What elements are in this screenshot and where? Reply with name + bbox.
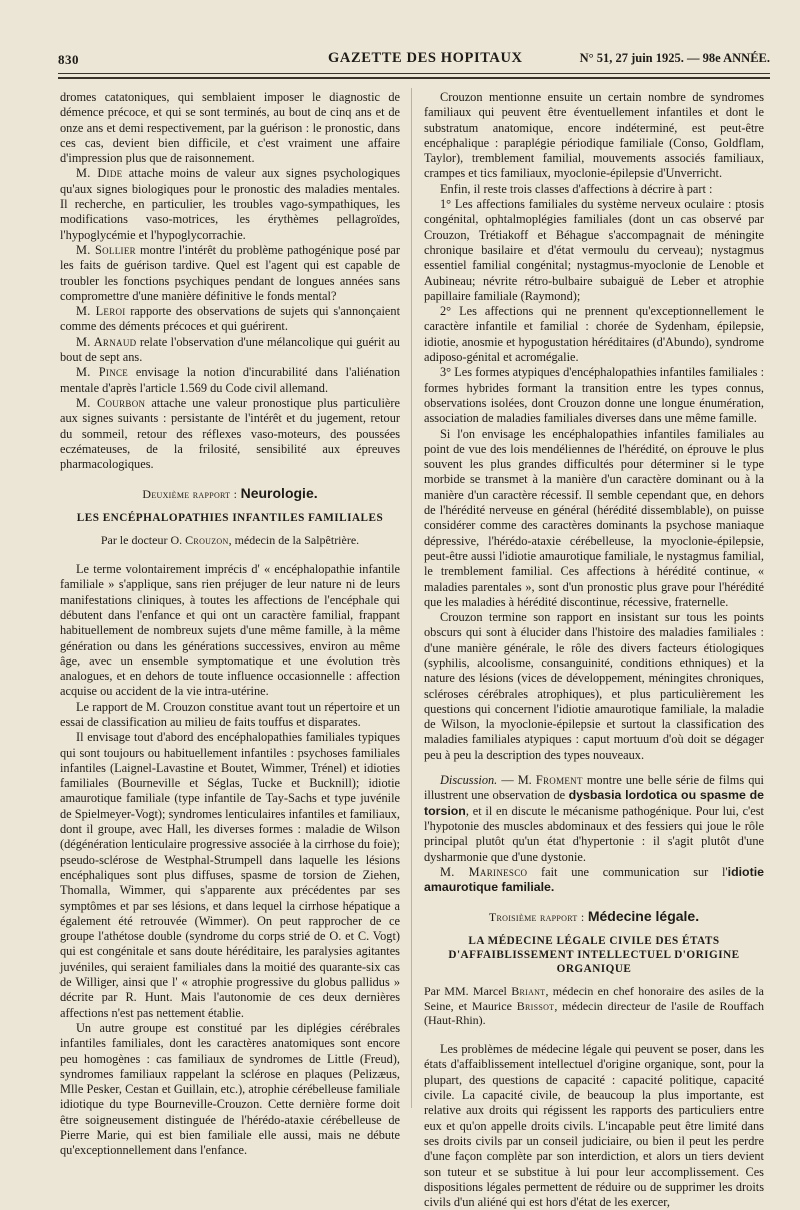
report-author — [424, 984, 764, 1028]
paragraph-text: relate l'observation d'une mélancolique qui guérit au bout de sept ans. — [60, 334, 400, 365]
paragraph-text: envisage la notion d'incurabilité dans l'aliénation mentale d'après l'article 1.569 du Code civil allemand. — [60, 365, 400, 395]
paragraph-text: fait une communication sur l' — [527, 864, 728, 879]
paragraph: Le terme volontairement imprécis d' « encéphalopathie infantile familiale » s'applique, sans rien préjuger de leur nature ni de leurs manifestations cliniques, à toutes les affections de l'encéphale qui débutent dans l'enfance et qui ont un caractère familial, frappant habituellement de nombreux sujets d'une même famille, à la même génération ou dans les générations successives, environ au même âge, avec un ensemble symptomatique et une évolution très analogues, et en dehors de toute influence occasionnelle : affection acquise ou accident de la vie intra-utérine. — [60, 562, 400, 699]
paragraph: Un autre groupe est constitué par les diplégies cérébrales infantiles familiales, dont les caractères anatomiques sont encore peu homogènes : cas familiaux de syndromes de Little (Freud), syndromes familiaux rappelant la sclérose en plaques (Pelizæus, Mlle Pesker, Cestan et Guillain, etc.), atrophie cérébelleuse familiale idiotique du type Bourneville-Crouzon. Cette dernière forme doit être soigneusement distinguée de l'hérédo-ataxie cérébelleuse de Pierre Marie, qui est bien familiale elle aussi, mais ne débute qu'exceptionnellement dans l'enfance. — [60, 1020, 400, 1158]
paragraph-text: montre l'intérêt du problème pathogénique posé par les faits de guérison tardive. Quel est l'agent qui est capable de troubler les fonctions psychiques pendant de longues années sans compromettre d'une manière définitive le fonds mental? — [60, 242, 400, 303]
author-affiliation: , médecin directeur de l'asile de Rouffach (Haut-Rhin). — [424, 998, 764, 1028]
highlighted-term: dysbasia lordotica ou spasme de torsion — [424, 788, 764, 818]
paragraph-text: rapporte des observations de sujets qui s'annonçaient comme des déments précoces et qui guérirent. — [60, 304, 400, 334]
paragraph: Le rapport de M. Crouzon constitue avant tout un répertoire et un essai de classification au milieu de faits touffus et disparates. — [60, 699, 400, 729]
author-name: Briant — [511, 983, 546, 998]
speaker-name: Froment — [535, 773, 583, 788]
report-title: LA MÉDECINE LÉGALE CIVILE DES ÉTATS D'AFFAIBLISSEMENT INTELLECTUEL D'ORIGINE ORGANIQUE — [448, 934, 740, 975]
paragraph: 1° Les affections familiales du système nerveux oculaire : ptosis congénital, ophtalmoplégies familiales (dont un cas observé par Crouzon, Trétiakoff et Béhague s'accompagnait de méningite chronique basilaire et d'état vermoulu du cerveau); nystagmus essentiel familial congénital; nystagmus-myoclonie de Lenoble et Aubineau; névrite rétro-bulbaire subaiguë de Leber et atrophie papillaire familiale (Raymond); — [424, 197, 764, 303]
paragraph: dromes catatoniques, qui semblaient imposer le diagnostic de démence précoce, et qui se sont terminés, au bout de cinq ans et de onze ans et demi respectivement, par la guérison : le pronostic, dans ces cas, devient bien difficile, et c'est vraiment une affaire d'impression plus que de raisonnement. — [60, 90, 400, 166]
paragraph-text: attache moins de valeur aux signes psychologiques qu'aux signes biologiques pour le pronostic des maladies mentales. Il recherche, en particulier, les troubles vago-sympathiques, les modifications vaso-motrices, les érythèmes pellagroïdes, l'hypoglycémie et l'hypoglycorrachie. — [60, 166, 401, 242]
section-label: Deuxième rapport : — [142, 487, 241, 502]
paragraph-text: , et il en discute le mécanisme pathogénique. Pour lui, c'est l'hypotonie des muscles abdominaux et des fessiers qui joue le rôle principal plutôt qu'un état d'hypertonie : il s'agit plutôt d'une dysharmonie que d'une dystonie. — [424, 803, 764, 864]
section-heading — [424, 909, 764, 925]
author-name: Brissot — [516, 998, 555, 1013]
paragraph-text: montre une belle série de films qui illustrent une observation de — [424, 773, 764, 803]
paragraph: 3° Les formes atypiques d'encéphalopathies infantiles familiales : formes hybrides formant la transition entre les types connus, observations isolées, dont Crouzon donne une longue énumération, association de maladies familiales diverses dans une même famille. — [424, 365, 764, 426]
paragraph — [60, 243, 400, 304]
author-prefix: Par le docteur O. — [100, 532, 186, 547]
header-rule-thin — [58, 73, 770, 74]
column-divider — [411, 88, 412, 1108]
paragraph: Enfin, il reste trois classes d'affections à décrire à part : — [440, 181, 713, 196]
paragraph: Crouzon termine son rapport en insistant sur tous les points obscurs qui sont à élucider dans l'histoire des maladies familiales : d'une manière générale, le rôle des divers facteurs étiologiques (syphilis, alcoolisme, consanguinité, conditions ethniques) et la nature des lésions (vices de développement, méningites chroniques, scléroses cérébrales atrophiques), et plus particulièrement les questions qui concernent l'idiotie amaurotique familiale, la maladie de Wilson, la myoclonie-épilepsie et surtout la classification des maladies familiales atypiques : caput mortuum d'où doit se dégager peu à peu la description des types nouveaux. — [424, 610, 764, 762]
left-column — [60, 90, 400, 1159]
paragraph: Les problèmes de médecine légale qui peuvent se poser, dans les états d'affaiblissement intellectuel d'origine organique, sont, pour la plupart, des questions de capacité : capacité politique, capacité civile. La capacité civile, de beaucoup la plus importante, est relative aux droits qui régissent les rapports des particuliers entre eux et qu'on appelle droits civils. L'incapable peut être limité dans ses droits civils par un conseil judiciaire, ou bien il peut les perdre d'une façon complète par son interdiction, et alors un tiers devient son tuteur et se substitue à lui pour leur accomplissement. Ces dispositions légales permettent de réduire ou de supprimer les droits civils d'un aliéné qui est hors d'état de les exercer, — [424, 1042, 764, 1210]
speaker-name: M. Marinesco — [440, 864, 528, 879]
right-column — [424, 90, 764, 1210]
speaker-name: M. Courbon — [76, 395, 146, 410]
paragraph: Crouzon mentionne ensuite un certain nombre de syndromes familiaux qui peuvent être éventuellement infantiles et dont le substratum anatomique, encore indéterminé, est peut-être encéphalique : paraplégie périodique familiale (Conso, Goldflam, Taylor), tremblement familial, mouvements associés familiaux, crampes et tics familiaux, myoclonie-épilepsie d'Unverricht. — [424, 90, 764, 181]
section-topic: Neurologie. — [240, 485, 318, 502]
paragraph — [424, 773, 764, 865]
page-header — [58, 50, 770, 72]
paragraph — [60, 396, 400, 472]
speaker-name: M. Leroi — [76, 304, 126, 319]
author-name: Crouzon — [185, 532, 229, 547]
paragraph — [60, 304, 400, 335]
speaker-name: M. Sollier — [76, 242, 136, 257]
header-rule-thick — [58, 77, 770, 79]
issue-info: N° 51, 27 juin 1925. — 98e ANNÉE. — [579, 51, 770, 65]
paragraph — [60, 166, 400, 242]
speaker-name: M. Arnaud — [76, 334, 137, 349]
speaker-name: M. Dide — [76, 166, 123, 181]
section-label: Troisième rapport : — [488, 910, 588, 925]
paragraph — [424, 865, 764, 896]
discussion-label: Discussion. — [440, 773, 498, 788]
highlighted-term: idiotie amaurotique familiale. — [424, 864, 764, 895]
journal-title: GAZETTE DES HOPITAUX — [328, 50, 523, 66]
section-topic: Médecine légale. — [587, 908, 700, 925]
section-heading — [60, 486, 400, 502]
page-number: 830 — [58, 52, 79, 67]
paragraph-text: — M. — [497, 773, 536, 788]
spacer — [424, 763, 764, 773]
author-suffix: , médecin de la Salpêtrière. — [228, 532, 360, 547]
paragraph — [60, 335, 400, 366]
paragraph: Si l'on envisage les encéphalopathies infantiles familiales au point de vue des lois mendéliennes de l'hérédité, on éprouve le plus souvent les plus grandes difficultés pour déterminer si le type morbide se transmet à la manière d'un caractère dominant ou à la manière d'un caractère récessif. Il semble cependant que, en dehors de l'hérédité nerveuse en général (hérédité dissemblable), on puisse considérer comme des caractères dominants la psychose maniaque dépressive, l'hérédo-ataxie cérébelleuse, la myoclonie-épilepsie, peut-être aussi l'idiotie amaurotique familiale, le nystagmus familial, le tremblement familial. Ces affections à hérédité continue, « maladies parentales », sont d'un pronostic plus grave pour l'hérédité que les maladies à hérédité discontinue, récessive, fraternelle. — [424, 426, 764, 609]
paragraph — [60, 365, 400, 396]
report-title: LES ENCÉPHALOPATHIES INFANTILES FAMILIALES — [76, 511, 384, 524]
speaker-name: M. Pince — [76, 365, 129, 380]
author-prefix: Par MM. Marcel — [424, 983, 512, 998]
paragraph: 2° Les affections qui ne prennent qu'exceptionnellement le caractère infantile et familial : chorée de Sydenham, épilepsie, idiotie, anosmie et hypogustation héréditaires (d'Abundo), syndrome adiposo-génital et acromégalie. — [424, 304, 764, 365]
paragraph-text: attache une valeur pronostique plus particulière aux signes suivants : persistante de l'intérêt et du jugement, retour du sommeil, retour des réflexes vaso-moteurs, des poussées eczémateuses, de la frilosité, sensibilité aux épreuves pharmacologiques. — [60, 395, 401, 472]
author-affiliation: , médecin en chef honoraire des asiles de la Seine, et Maurice — [424, 983, 764, 1013]
report-author — [60, 533, 400, 548]
paragraph: Il envisage tout d'abord des encéphalopathies familiales typiques qui sont toujours ou habituellement infantiles : psychoses familiales infantiles (Laignel-Lavastine et Boutet, Wimmer, Trénel) et idioties familiales (Bourneville et Séglas, Tucke et Bucknill); idiotie amaurotique familiale (type infantile de Tay-Sachs et type juvénile de Spielmeyer-Vogt); syndromes lenticulaires infantiles et familiaux, dont il groupe, avec Hall, les diverses formes : maladie de Wilson (dégénération lenticulaire progressive associée à la cirrhose du foie); pseudo-sclérose de Westphal-Strumpell dans laquelle les lésions encéphaliques sont plus diffuses, spasme de torsion de Ziehen, Thomalla, Wimmer, qui s'apparente aux précédentes par ses symptômes et par ses lésions, et dans lequel la cirrhose hépatique a également été retrouvée (Wimmer). On peut rapprocher de ce groupe l'athétose double (syndrome du corps strié de O. et C. Vogt) qui est congénitale et sans doute héréditaire, les paralysies agitantes juvéniles, qui seraient familiales dans la moitié des quarante-six cas de Williger, ainsi que l' « atrophie progressive du globus pallidus » décrite par R. Hunt. Mais l'autonomie de ces deux dernières affections n'est pas nettement établie. — [60, 730, 400, 1020]
